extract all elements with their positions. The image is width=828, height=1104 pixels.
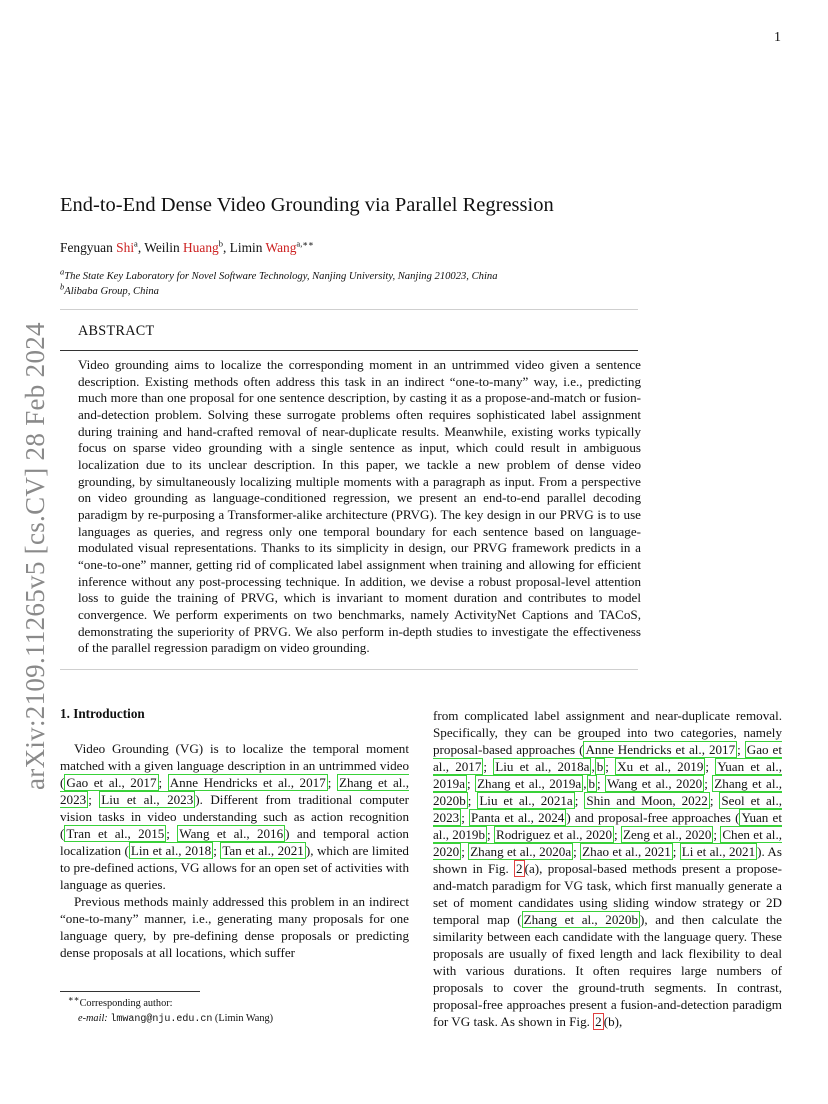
body-text: Previous methods mainly addressed this problem in an indirect “one-to-many” manner, i.e., generating many proposals for one language query, by pre-defining dense proposals or predicting dense proposals at all locations, which suffer <box>60 894 409 960</box>
body-text: ; <box>737 742 745 757</box>
body-text: , <box>591 759 595 774</box>
citation-link[interactable]: Xu et al., 2019 <box>617 759 704 774</box>
citation-link[interactable]: b <box>596 759 604 774</box>
body-text: ; <box>158 775 168 790</box>
citation-link[interactable]: Rodriguez et al., 2020 <box>495 827 613 842</box>
body-text: ; <box>605 759 616 774</box>
citation-link[interactable]: Wang et al., 2020 <box>607 776 703 791</box>
author-link[interactable]: Huang <box>183 240 219 255</box>
body-text: ; <box>574 793 585 808</box>
citation-link[interactable]: Zhang et al., 2020b <box>433 776 783 808</box>
citation-link[interactable]: Zhao et al., 2021 <box>582 844 671 859</box>
citation-link[interactable]: Gao et al., 2017 <box>433 742 782 774</box>
body-text: ; <box>573 844 581 859</box>
author-link[interactable]: Wang <box>265 240 297 255</box>
body-text: ) and temporal action localization ( <box>60 826 409 858</box>
body-text: ; <box>709 793 720 808</box>
body-text: ; <box>88 792 100 807</box>
citation-link[interactable]: Anne Hendricks et al., 2017 <box>169 775 326 790</box>
intro-paragraph-3 <box>433 707 782 1030</box>
affiliations <box>60 266 498 299</box>
page-number: 1 <box>774 30 781 45</box>
footnote-rule <box>60 991 200 992</box>
citation-link[interactable]: Liu et al., 2018a <box>495 759 590 774</box>
citation-link[interactable]: Zhang et al., 2019a <box>477 776 582 791</box>
citation-link[interactable]: Zhang et al., 2020a <box>470 844 572 859</box>
author-3: Limin Wang$^{a,∗∗}$ <box>229 238 314 255</box>
body-text: ). Different from traditional computer vision tasks in video understanding such as action recognition ( <box>60 792 409 841</box>
divider <box>60 350 638 351</box>
citation-link[interactable]: b <box>588 776 596 791</box>
author-list: Fengyuan Shi$^a$, Weilin Huang$^b$, Limin Wang$^{a,∗∗}$ <box>60 238 314 255</box>
citation-link[interactable]: Anne Hendricks et al., 2017 <box>585 742 736 757</box>
body-text: ; <box>467 793 478 808</box>
body-text: ). As shown in Fig. <box>433 844 782 876</box>
email-link[interactable]: lmwang@nju.edu.cn <box>110 1014 213 1025</box>
body-text: (b), <box>603 1014 623 1029</box>
body-text: ; <box>327 775 337 790</box>
body-text: , <box>583 776 587 791</box>
right-column <box>433 707 782 1030</box>
body-text: ; <box>597 776 606 791</box>
body-text: ; <box>213 843 221 858</box>
citation-link[interactable]: Chen et al., 2020 <box>433 827 782 859</box>
body-text: ; <box>705 759 716 774</box>
body-text: ; <box>704 776 713 791</box>
body-text: ; <box>672 844 680 859</box>
citation-link[interactable]: Li et al., 2021 <box>681 844 756 859</box>
body-text: ), which are limited to pre-defined actions, VG allows for an open set of activities with language as queries. <box>60 843 409 892</box>
figure-reference-link[interactable]: 2 <box>516 861 523 876</box>
paper-title: End-to-End Dense Video Grounding via Parallel Regression <box>60 194 554 216</box>
footnote: ∗∗Corresponding author: e-mail: lmwang@nju.edu.cn (Limin Wang) <box>68 993 274 1025</box>
citation-link[interactable]: Tran et al., 2015 <box>66 826 165 841</box>
citation-link[interactable]: Seol et al., 2023 <box>433 793 782 825</box>
body-text: ), and then calculate the similarity between each candidate with the language query. These proposals are usually of fixed length and lack flexibility to deal with various durations. It often requires large numbers of proposals to cover the ground-truth segments. In contrast, proposal-free approaches present a fusion-and-detection paradigm for VG task. As shown in Fig. <box>433 912 782 1029</box>
citation-link[interactable]: Shin and Moon, 2022 <box>586 793 708 808</box>
affiliation-b: $^b$Alibaba Group, China <box>60 281 159 297</box>
intro-paragraph-1 <box>60 740 409 893</box>
divider <box>60 669 638 670</box>
body-text: ; <box>483 759 494 774</box>
citation-link[interactable]: Zhang et al., 2020b <box>523 912 639 927</box>
citation-link[interactable]: Lin et al., 2018 <box>130 843 212 858</box>
author-2: Weilin Huang$^b$ <box>144 238 223 255</box>
intro-paragraph-2 <box>60 893 409 961</box>
author-link[interactable]: Shi <box>116 240 135 255</box>
citation-link[interactable]: Gao et al., 2017 <box>66 775 157 790</box>
body-text: ; <box>713 827 721 842</box>
abstract-text: Video grounding aims to localize the corresponding moment in an untrimmed video given a sentence description. Existing methods often address this task in an indirect “one-to-many” way, i.e., predicting much more than one proposal for one sentence description, by casting it as a propose-and-match or fusion-and-detection problem. Solving these surrogate problems often requires sophisticated label assignment during training and hand-crafted removal of near-duplicate results. Meanwhile, existing works typically focus on sparse video grounding with a single sentence as input, which could result in ambiguous localization due to its unclear description. In this paper, we tackle a new problem of dense video grounding, by simultaneously localizing multiple moments with a paragraph as input. From a perspective on video grounding as language-conditioned regression, we present an end-to-end parallel decoding paradigm by re-purposing a Transformer-alike architecture (PRVG). The key design in our PRVG is to use languages as queries, and regress only one temporal boundary for each sentence based on language-modulated visual representations. Thanks to its simplicity in design, our PRVG framework predicts in a “one-to-one” manner, getting rid of complicated label assignment when training and allowing for efficient inference without any post-processing technique. In addition, we devise a robust proposal-level attention loss to guide the training of PRVG, which is invariant to moment duration and contributes to model convergence. We perform experiments on two benchmarks, namely ActivityNet Captions and TACoS, demonstrating the superiority of PRVG. We also perform in-depth studies to investigate the effectiveness of the parallel regression paradigm on video grounding. <box>78 357 641 656</box>
citation-link[interactable]: Liu et al., 2023 <box>101 792 194 807</box>
citation-link[interactable]: Liu et al., 2021a <box>479 793 573 808</box>
body-text: from complicated label assignment and near-duplicate removal. Specifically, they can be grouped into two categories, namely proposal-based approaches ( <box>433 708 782 757</box>
left-column <box>60 740 409 961</box>
abstract-heading: ABSTRACT <box>78 323 155 339</box>
arxiv-identifier-stamp: arXiv:2109.11265v5 [cs.CV] 28 Feb 2024 <box>20 322 50 790</box>
body-text: ) and proposal-free approaches ( <box>566 810 740 825</box>
citation-link[interactable]: Tan et al., 2021 <box>222 843 304 858</box>
body-text: ; <box>487 827 494 842</box>
body-text: ; <box>461 844 469 859</box>
divider <box>60 309 638 310</box>
body-text: ; <box>467 776 476 791</box>
citation-link[interactable]: Yuan et al., 2019a <box>433 759 782 791</box>
affiliation-a: $^a$The State Key Laboratory for Novel Software Technology, Nanjing University, Nanjing 210023, China <box>60 266 498 282</box>
figure-reference-link[interactable]: 2 <box>595 1014 602 1029</box>
body-text: ; <box>461 810 470 825</box>
author-1: Fengyuan Shi$^a$ <box>60 238 138 255</box>
citation-link[interactable]: Wang et al., 2016 <box>179 826 284 841</box>
citation-link[interactable]: Zeng et al., 2020 <box>622 827 712 842</box>
body-text: Video Grounding (VG) is to localize the temporal moment matched with a given language description in an untrimmed video ( <box>60 741 409 790</box>
section-heading-introduction: 1. Introduction <box>60 706 145 721</box>
body-text: ; <box>166 826 178 841</box>
citation-link[interactable]: Panta et al., 2024 <box>471 810 565 825</box>
body-text: ; <box>614 827 621 842</box>
citation-link[interactable]: Yuan et al., 2019b <box>433 810 782 842</box>
body-text: (a), proposal-based methods present a propose-and-match paradigm for VG task, which first manually generate a set of moment candidates using sliding window strategy or 2D temporal map ( <box>433 861 783 927</box>
citation-link[interactable]: Zhang et al., 2023 <box>60 775 409 807</box>
